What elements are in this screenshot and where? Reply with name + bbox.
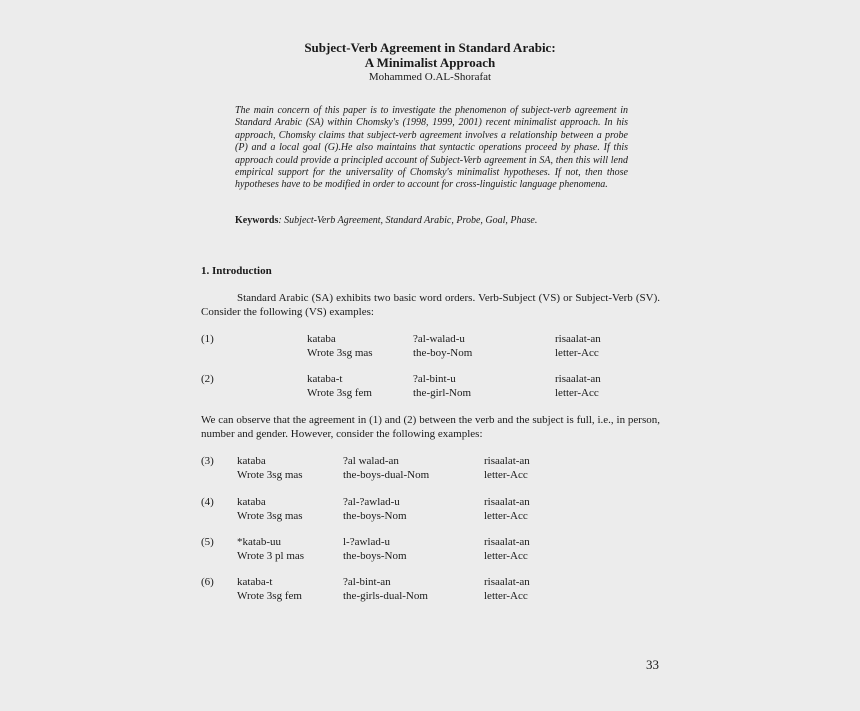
example-number: (6) — [201, 576, 214, 588]
author-name: Mohammed O.AL-Shorafat — [368, 71, 492, 83]
example-word: ?al-bint-an — [343, 576, 391, 588]
example-gloss: letter-Acc — [484, 590, 528, 602]
example-word: risaalat-an — [484, 576, 530, 588]
example-number: (5) — [201, 536, 214, 548]
example-gloss: Wrote 3sg fem — [237, 590, 302, 602]
example-gloss: the-boys-Nom — [343, 510, 407, 522]
keywords-text: : Subject-Verb Agreement, Standard Arabic, Probe, Goal, Phase. — [278, 215, 538, 226]
page-number: 33 — [646, 657, 659, 672]
example-gloss: letter-Acc — [484, 550, 528, 562]
example-word: ?al-?awlad-u — [343, 496, 400, 508]
example-gloss: letter-Acc — [555, 387, 599, 399]
example-number: (4) — [201, 496, 214, 508]
example-word: risaalat-an — [484, 536, 530, 548]
example-word: risaalat-an — [484, 496, 530, 508]
example-word: kataba-t — [307, 373, 343, 385]
keywords — [235, 215, 635, 226]
example-number: (2) — [201, 373, 214, 385]
example-gloss: the-boy-Nom — [413, 347, 473, 359]
example-gloss: the-boys-dual-Nom — [343, 469, 430, 481]
example-word: risaalat-an — [484, 455, 530, 467]
example-word: *katab-uu — [237, 536, 281, 548]
example-gloss: Wrote 3sg mas — [237, 510, 303, 522]
example-number: (1) — [201, 333, 214, 345]
example-gloss: the-girl-Nom — [413, 387, 472, 399]
example-word: l-?awlad-u — [343, 536, 391, 548]
example-gloss: the-girls-dual-Nom — [343, 590, 428, 602]
example-word: risaalat-an — [555, 333, 601, 345]
example-gloss: Wrote 3sg mas — [237, 469, 303, 481]
example-word: risaalat-an — [555, 373, 601, 385]
example-word: kataba — [237, 496, 266, 508]
example-gloss: letter-Acc — [555, 347, 599, 359]
observation-paragraph: We can observe that the agreement in (1) and (2) between the verb and the subject is full, i.e., in person, number and gender. However, consider the following examples: — [201, 414, 660, 440]
example-gloss: letter-Acc — [484, 510, 528, 522]
example-number: (3) — [201, 455, 214, 467]
example-word: kataba-t — [237, 576, 273, 588]
example-word: kataba — [307, 333, 336, 345]
keywords-label: Keywords — [235, 215, 279, 226]
example-gloss: the-boys-Nom — [343, 550, 407, 562]
intro-paragraph-text: Standard Arabic (SA) exhibits two basic word orders. Verb-Subject (VS) or Subject-Verb (SV). Consider the following (VS) examples: — [201, 292, 660, 318]
example-gloss: Wrote 3sg fem — [307, 387, 372, 399]
example-gloss: Wrote 3 pl mas — [237, 550, 305, 562]
example-gloss: letter-Acc — [484, 469, 528, 481]
paper-title-line-1: Subject-Verb Agreement in Standard Arabic: — [304, 40, 556, 55]
section-heading: 1. Introduction — [201, 265, 272, 277]
paper-title-line-2: A Minimalist Approach — [364, 55, 496, 70]
intro-paragraph — [201, 292, 660, 319]
example-word: ?al-walad-u — [413, 333, 465, 345]
example-word: ?al-bint-u — [413, 373, 456, 385]
example-gloss: Wrote 3sg mas — [307, 347, 373, 359]
example-word: ?al walad-an — [343, 455, 399, 467]
example-word: kataba — [237, 455, 266, 467]
abstract: The main concern of this paper is to investigate the phenomenon of subject-verb agreement in Standard Arabic (SA) within Chomsky's (1998, 1999, 2001) recent minimalist approach. In his approach, Chomsky claims that subject-verb agreement involves a relationship between a probe (P) and a local goal (G).He also maintains that syntactic operations proceed by phase. If this approach could provide a principled account of Subject-Verb agreement in SA, then this will lend empirical support for the universality of Chomsky's minimalist hypotheses. If not, then those hypotheses have to be modified in order to account for cross-linguistic language phenomena. — [235, 105, 628, 191]
